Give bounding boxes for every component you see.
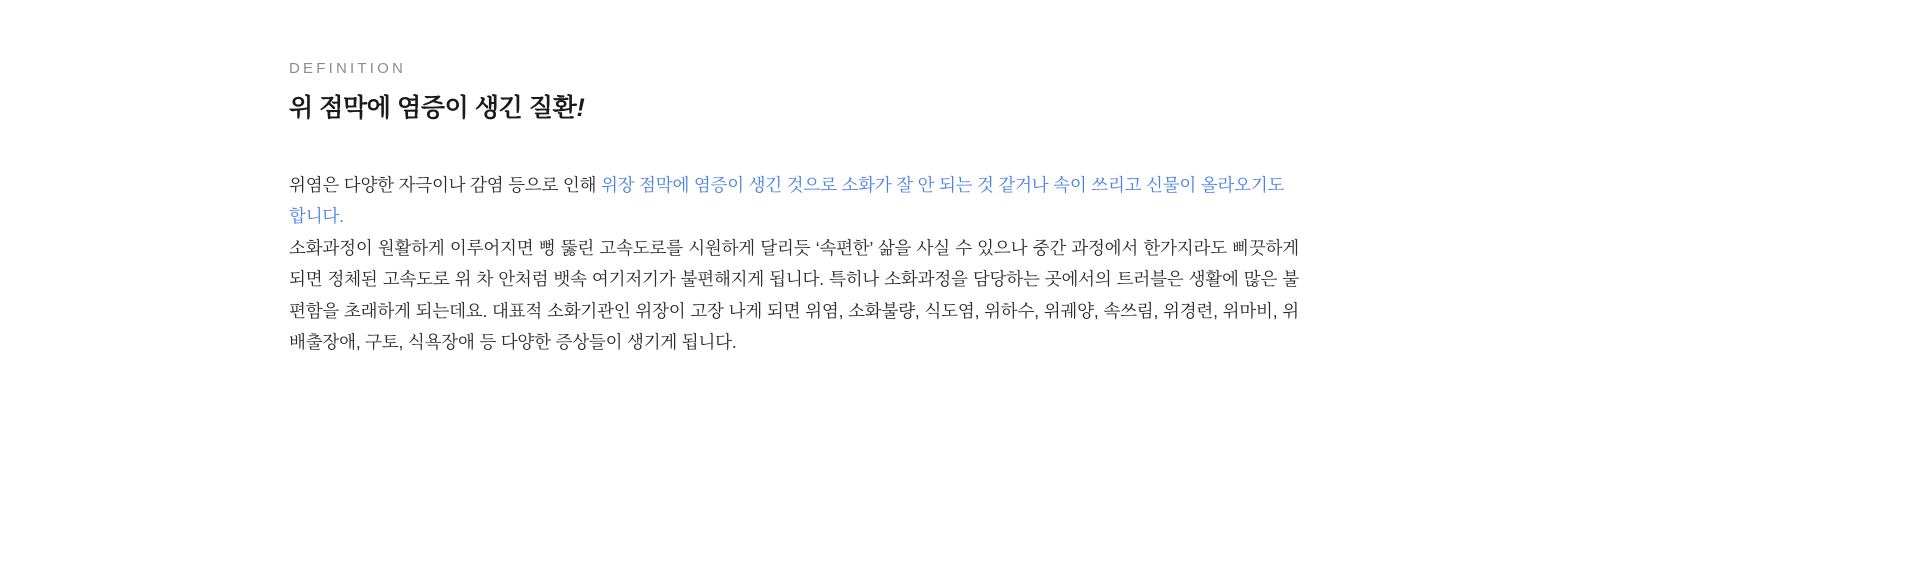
intro-highlighted-text: 위장 점막에 염증이 생긴 것으로 소화가 잘 안 되는 것 같거나 속이 쓰리고 신물이 올라오기도 합니다. <box>289 174 1285 227</box>
page-title-text: 위 점막에 염증이 생긴 질환 <box>289 94 577 122</box>
section-eyebrow-label: DEFINITION <box>289 60 406 77</box>
paragraph-intro <box>289 170 1299 233</box>
article-content <box>289 60 1299 359</box>
article-body <box>289 170 1299 359</box>
page-title <box>289 92 1299 126</box>
intro-lead-text: 위염은 다양한 자극이나 감염 등으로 인해 <box>289 174 601 195</box>
page-title-exclamation: ! <box>576 94 585 122</box>
body-text: 소화과정이 원활하게 이루어지면 뻥 뚫린 고속도로를 시원하게 달리듯 ‘속편한’ 삶을 사실 수 있으나 중간 과정에서 한가지라도 삐끗하게 되면 정체된 고속도로 위 차 안처럼 뱃속 여기저기가 불편해지게 됩니다. 특히나 소화과정을 담당하는 곳에서의 트러블은 생활에 많은 불편함을 초래하게 되는데요. 대표적 소화기관인 위장이 고장 나게 되면 위염, 소화불량, 식도염, 위하수, 위궤양, 속쓰림, 위경련, 위마비, 위배출장애, 구토, 식욕장애 등 다양한 증상들이 생기게 됩니다. <box>289 237 1299 353</box>
paragraph-body <box>289 233 1299 359</box>
